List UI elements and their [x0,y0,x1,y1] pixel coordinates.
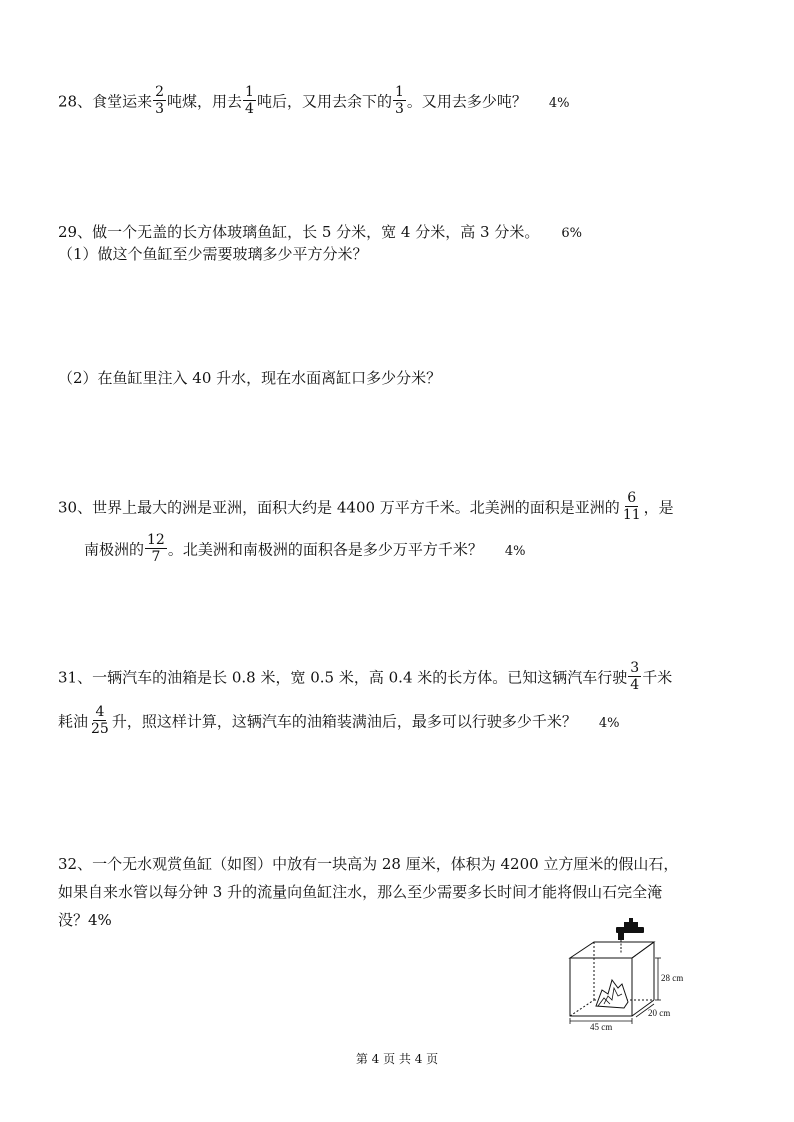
q29-score: 6% [561,226,582,241]
q31-text-2: 千米 [642,668,673,687]
q31-score: 4% [598,715,620,731]
q29-text: 29、做一个无盖的长方体玻璃鱼缸，长 5 分米，宽 4 分米，高 3 分米。 [58,223,540,241]
q31-text-1: 31、一辆汽车的油箱是长 0.8 米，宽 0.5 米，高 0.4 米的长方体。已知这辆汽车行驶 [58,668,628,687]
question-28 [58,86,570,119]
q30-fraction-2: $\frac{12}{7}$ [147,532,165,565]
q30-fraction-1: $\frac{6}{11}$ [622,490,641,523]
question-31-line-1 [58,662,672,695]
q30-text-4: 。北美洲和南极洲的面积各是多少万平方千米？ [167,540,483,559]
q30-text-2: ，是 [643,498,674,517]
q30-text-3: 南极洲的 [84,540,145,559]
q29-sub-1: （1）做这个鱼缸至少需要玻璃多少平方分米？ [58,245,368,263]
q28-fraction-2: $\frac{1}{4}$ [245,84,254,117]
question-32-line-2: 如果自来水管以每分钟 3 升的流量向鱼缸注水，那么至少需要多长时间才能将假山石完全淹 [58,883,663,901]
question-29 [58,222,582,244]
question-32-line-1: 32、一个无水观赏鱼缸（如图）中放有一块高为 28 厘米，体积为 4200 立方厘米的假山石， [58,855,679,873]
q30-score: 4% [504,543,526,559]
q31-text-4: 升，照这样计算，这辆汽车的油箱装满油后，最多可以行驶多少千米？ [111,712,577,731]
question-30-line-2 [84,534,525,567]
q28-score: 4% [548,95,570,111]
q28-fraction-3: $\frac{1}{3}$ [394,84,404,117]
fish-tank-figure [568,918,698,1030]
q29-sub-2: （2）在鱼缸里注入 40 升水，现在水面离缸口多少分米？ [58,369,442,387]
faucet-icon [616,918,644,954]
question-31-line-2 [58,706,619,739]
page-footer: 第 4 页 共 4 页 [355,1052,439,1066]
q28-text-4: 。又用去多少吨？ [406,92,527,111]
q28-text-2: 吨煤，用去 [167,92,243,111]
q30-text-1: 30、世界上最大的洲是亚洲，面积大约是 4400 万平方千米。北美洲的面积是亚洲的 [58,498,620,517]
q31-text-3: 耗油 [58,712,89,731]
width-label: 45 cm [590,1022,613,1030]
q28-text-1: 28、食堂运来 [58,92,153,111]
q28-fraction-1: $\frac{2}{3}$ [155,84,165,117]
question-32-line-3: 没？4% [58,911,112,929]
q31-fraction-2: $\frac{4}{25}$ [91,704,109,737]
q28-text-3: 吨后，又用去余下的 [256,92,392,111]
depth-label: 20 cm [648,1008,671,1018]
q31-fraction-1: $\frac{3}{4}$ [630,660,640,693]
height-label: 28 cm [661,973,684,983]
rockery-stone-icon [596,980,628,1008]
question-30-line-1 [58,492,674,525]
